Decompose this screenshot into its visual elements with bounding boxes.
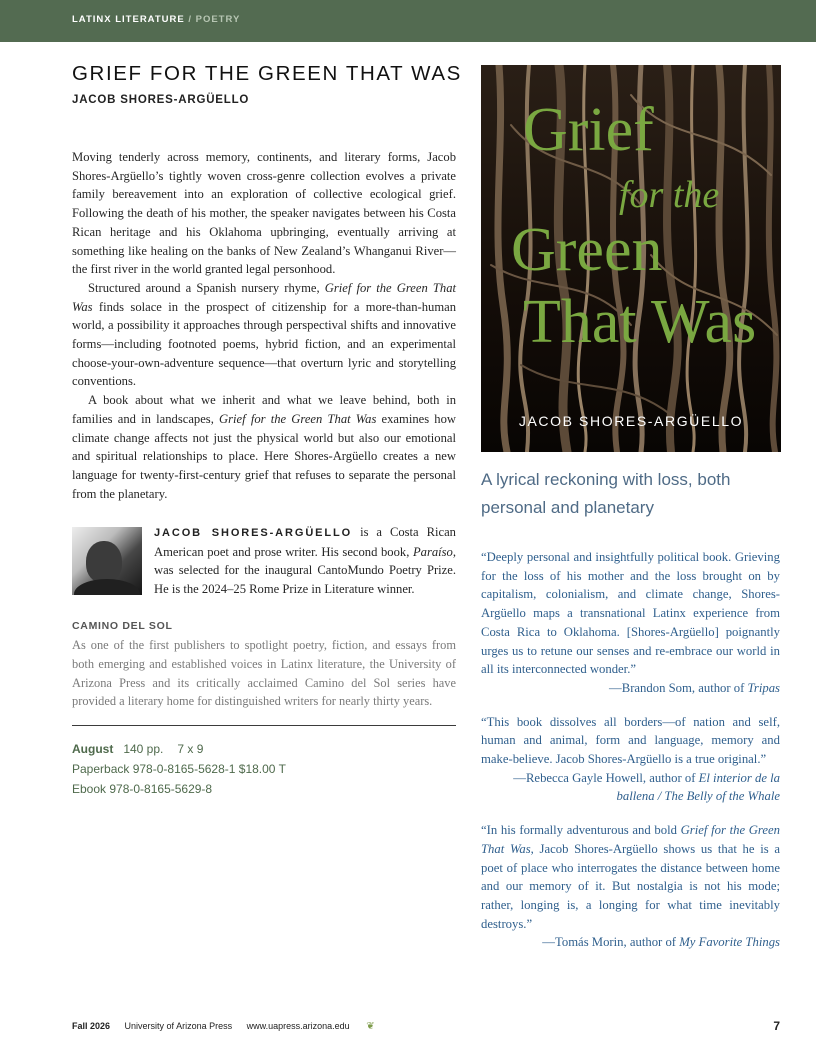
praise-quote-3	[481, 821, 780, 952]
description-paragraph-3	[72, 391, 456, 503]
category-text: LATINX LITERATURE	[72, 14, 185, 25]
quote-attribution	[481, 933, 780, 952]
category-separator: /	[184, 14, 196, 25]
quote-text-part: “In his formally adventurous and bold	[481, 823, 681, 838]
bio-text	[154, 523, 456, 598]
left-column	[72, 62, 462, 799]
divider	[72, 725, 456, 726]
description-text: Moving tenderly across memory, continents, and literary forms, Jacob Shores-Argüello’s tightly woven cross-genre collection evolves a private family bereavement into an exploration of collective ecological grief. Following the death of his mother, the speaker navigates between his Costa Rican heritage and his Oklahoma upbringing, eventually arriving at something like healing on the banks of New Zealand’s Whanganui River—the first river in the world granted legal personhood.	[72, 150, 456, 277]
attribution-work: Tripas	[747, 680, 780, 695]
tagline: A lyrical reckoning with loss, both personal and planetary	[481, 470, 731, 517]
book-description	[72, 148, 456, 503]
description-title-italic: Grief for the Green That Was	[219, 411, 377, 426]
quote-text	[481, 821, 780, 933]
praise-quote-2	[481, 713, 780, 807]
cover-title-line-3: Green	[511, 216, 663, 284]
author-photo-head	[86, 541, 122, 583]
specs-ebook: Ebook 978-0-8165-5629-8	[72, 781, 213, 796]
description-text: examines how climate change affects not just the physical world but also our emotional and spiritual relationships to place. Here Shores-Argüello creates a new language for twenty-first-century grief that refuses to separate the personal from the planetary.	[72, 411, 456, 501]
book-author: JACOB SHORES-ARGÜELLO	[72, 94, 250, 106]
series-description: As one of the first publishers to spotlight poetry, fiction, and essays from both emerging and established voices in Latinx literature, the University of Arizona Press and its critically acclaimed Camino del Sol series have provided a literary home for distinguished writers for nearly thirty years.	[72, 638, 456, 709]
attribution-work: El interior de la ballena / The Belly of the Whale	[616, 770, 780, 804]
cover-title-line-1: Grief	[523, 96, 654, 164]
description-title-italic: Grief for the Green That Was	[72, 280, 456, 314]
bio-text-part: is a Costa Rican American poet and prose writer. His second book,	[154, 525, 456, 559]
footer-season: Fall 2026	[72, 1021, 111, 1031]
trim-size: 7 x 9	[177, 741, 204, 756]
book-title: GRIEF FOR THE GREEN THAT WAS	[72, 62, 462, 85]
pub-month: August	[72, 741, 114, 756]
specs-paperback: Paperback 978-0-8165-5628-1 $18.00 T	[72, 761, 286, 776]
leaf-ornament-icon: ❦	[366, 1021, 375, 1032]
quote-attribution	[481, 769, 780, 806]
category-label	[72, 14, 240, 25]
book-specs	[72, 739, 456, 799]
praise-section	[481, 548, 780, 967]
quote-text-part: , Jacob Shores-Argüello shows us that he is a poet of place who interrogates the distance between home and our memory of it. But nostalgia is not his mode; rather, longing is, a longing for what time inevitably destroys.”	[481, 841, 781, 931]
quote-attribution	[481, 679, 780, 698]
attribution-text: —Brandon Som, author of	[609, 680, 748, 695]
bio-book-title: Paraíso	[412, 544, 453, 559]
attribution-text: —Rebecca Gayle Howell, author of	[513, 770, 699, 785]
header-bar	[0, 0, 816, 42]
description-paragraph-2	[72, 279, 456, 391]
attribution-work: My Favorite Things	[679, 935, 780, 950]
praise-quote-1	[481, 548, 780, 698]
page-count: 140 pp.	[123, 741, 164, 756]
quote-title-italic: Grief for the Green That Was	[481, 823, 780, 856]
subcategory-text: POETRY	[195, 14, 241, 25]
footer-press: University of Arizona Press	[124, 1021, 233, 1031]
description-text: Structured around a Spanish nursery rhyme,	[88, 280, 325, 295]
quote-text: “This book dissolves all borders—of nation and self, human and animal, form and language, memory and make-believe. Jacob Shores-Argüello is a true original.”	[481, 714, 780, 767]
author-bio	[72, 523, 456, 598]
book-cover	[481, 65, 781, 452]
cover-title-line-4: That Was	[523, 288, 757, 356]
series-heading: CAMINO DEL SOL	[72, 620, 173, 633]
page-footer	[72, 1021, 780, 1032]
description-text: A book about what we inherit and what we leave behind, both in families and in landscapes,	[72, 393, 456, 426]
specs-line-1	[72, 739, 456, 759]
author-photo	[72, 527, 142, 595]
page-number: 7	[773, 1019, 780, 1033]
description-paragraph-1	[72, 148, 456, 279]
footer-url[interactable]: www.uapress.arizona.edu	[246, 1021, 350, 1031]
author-photo-shoulders	[74, 579, 140, 595]
cover-title-line-2: for the	[619, 174, 720, 216]
cover-author: JACOB SHORES-ARGÜELLO	[518, 413, 744, 429]
description-text: finds solace in the prospect of citizenship for a more-than-human world, a possibility it approaches through perspectival shifts and innovative forms—including footnoted poems, hybrid fiction, and an experimental choose-your-own-adventure sequence—that overturn lyric and storytelling conventions.	[72, 299, 456, 389]
bio-text-part: , was selected for the inaugural CantoMundo Poetry Prize. He is the 2024–25 Rome Prize in Literature winner.	[154, 544, 456, 596]
attribution-text: —Tomás Morin, author of	[542, 935, 680, 950]
bio-author-name: JACOB SHORES-ARGÜELLO	[154, 527, 353, 540]
quote-text: “Deeply personal and insightfully political book. Grieving for the loss of his mother and the loss brought on by capitalism, colonialism, and climate change, Shores-Argüello maps a transnational Latinx experience from Costa Rica to Oklahoma. [Shores-Argüello] poignantly urges us to retune our senses and re-embrace our world in all its interconnected wonder.”	[481, 550, 780, 677]
